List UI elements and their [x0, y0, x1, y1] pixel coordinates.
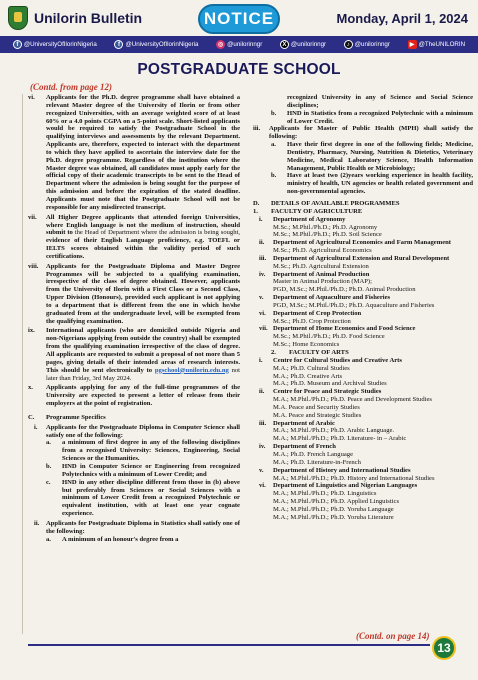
social-handle-text: @unilorinngr [354, 41, 390, 48]
social-handle-text: @TheUNILORIN [418, 41, 466, 48]
social-handle[interactable] [114, 40, 198, 49]
issue-date: Monday, April 1, 2024 [336, 11, 468, 26]
social-handle[interactable] [216, 40, 262, 49]
item-text: Applicants for the Ph.D. degree programme shall have obtained a relevant Master degree of the University of Ilorin or from other recognized Universities, with an average weighted score of at least 60% or a 4.0 points CGPA on a 5-point scale. Short-listed applicants would be required to satisfy the Postgraduate School in the qualifying interviews and assessments by the relevant Department. Applicants are, therefore, expected to interact with the department to which they have applied to ascertain the interview date for the Ph.D. degree programme. Regardless of the institution where the Master degree was obtained, all candidates must apply early for the official copy of their academic transcripts to be sent to the Head of Department where the admission is being sought for the purpose of this admission and before the expiration of the stated deadline. Applicants must note that the Postgraduate School will not be responsible for any misdirected transcript. [46, 94, 240, 211]
programme-item: M.Sc.; Ph.D. Agricultural Extension [273, 262, 369, 270]
programme-item: M.A.; M.Phil./Ph.D.; Ph.D. Yoruba Language [273, 505, 394, 513]
department-number: iv. [259, 270, 266, 278]
department-name: Department of French [273, 443, 336, 451]
item-number: viii. [28, 262, 39, 270]
department-name: Department of Aquaculture and Fisheries [273, 294, 391, 302]
faculty-title: FACULTY OF ARTS [289, 349, 349, 356]
department-entry [253, 482, 473, 521]
programme-item: PGD, M.Sc.; M.Phil./Ph.D.; Ph.D. Animal Production [273, 286, 416, 294]
department-name: Department of Arabic [273, 419, 335, 427]
programme-item: M.A. Peace and Strategic Studies [273, 411, 362, 419]
programme-item: M.Sc.; M.Phil./Ph.D.; Ph.D. Agronomy [273, 223, 378, 231]
item-letter: b. [271, 109, 277, 117]
social-media-bar [0, 36, 478, 53]
department-number: ii. [259, 239, 265, 247]
item-text: Applicants for the Postgraduate Diploma and Master Degree Programmes will be subjected to a qualifying examination, irrespective of the class of degree obtained. However, applicants from the University of Ilorin with a First Class or a Second Class, Upper Division (Honours), provided such applicant is not applying to a department that is different from the one in which he/she graduated from at the undergraduate level, will be exempted from the qualifying examination. [46, 262, 240, 325]
faculty-number: 1. [253, 207, 258, 215]
department-heading [259, 420, 473, 428]
department-name: Department of Home Economics and Food Science [273, 325, 416, 333]
notice-label: NOTICE [203, 9, 275, 28]
left-column [28, 94, 240, 543]
item-text: Applicants applying for any of the full-time programmes of the University are expected to present a letter of release from their employers at the point of registration. [46, 384, 240, 408]
bulletin-title: Unilorin Bulletin [34, 10, 143, 26]
department-heading [259, 271, 473, 279]
department-heading [259, 239, 473, 247]
department-number: iii. [259, 419, 267, 427]
email-link[interactable]: pgschool@unilorin.edu.ng [154, 366, 229, 374]
youtube-icon: ▶ [408, 40, 417, 49]
department-heading [259, 467, 473, 475]
programme-item: M.A.; Ph.D. French Language [273, 450, 354, 458]
item-text: Applicants for Master of Public Health (MPH) shall satisfy the following: [269, 125, 473, 141]
department-heading [259, 216, 473, 224]
programme-item: M.A.; M.Phil./Ph.D.; Ph.D. Arabic Language. [273, 427, 395, 435]
social-handle[interactable] [408, 40, 466, 49]
item-text: recognized University in any of Science and Social Science disciplines; [287, 94, 473, 109]
x-icon: X [280, 40, 289, 49]
list-item [28, 384, 240, 408]
section-number: D. [253, 199, 260, 207]
list-item [28, 424, 240, 440]
department-number: i. [259, 215, 263, 223]
list-item [28, 520, 240, 536]
department-entry [253, 255, 473, 271]
department-entry [253, 271, 473, 295]
department-entry [253, 310, 473, 326]
department-heading [259, 357, 473, 365]
social-handle[interactable] [13, 40, 97, 49]
sub-list-item [28, 479, 240, 518]
programme-item: M.A.; M.Phil./Ph.D.; Ph.D. History and International Studies [273, 474, 435, 482]
department-name: Department of Crop Protection [273, 309, 362, 317]
department-number: vii. [259, 325, 268, 333]
department-name: Department of Linguistics and Nigerian Languages [273, 482, 418, 490]
facebook-icon: f [114, 40, 123, 49]
item-letter: b. [271, 172, 277, 180]
social-handle[interactable] [344, 40, 390, 49]
programme-item: M.A.; Ph.D. Museum and Archival Studies [273, 380, 387, 388]
department-name: Department of Agricultural Extension and Rural Development [273, 254, 450, 262]
item-text-bold: International applicants (who are domiciled outside Nigeria and non-Nigerians applying from outside the country) shall be exempted from the qualifying examination irrespective of the class of degree. All applicants are requested to submit a proposal of not more than 5 pages, giving details of their intended areas of research interests. This should be sent electronically to [46, 327, 240, 374]
item-text: HND in Statistics from a recognized Polytechnic with a minimum of Lower Credit. [287, 109, 473, 125]
programme-item: M.Sc.; M.Phil./Ph.D.; Ph.D. Food Science [273, 333, 385, 341]
continued-from-note: (Contd. from page 12) [30, 82, 112, 92]
sub-list-item [253, 94, 473, 110]
page-title: POSTGRADUATE SCHOOL [137, 61, 341, 78]
department-number: vi. [259, 482, 266, 490]
item-number: i. [34, 423, 38, 431]
programme-item: M.A. Peace and Security Studies [273, 403, 360, 411]
item-letter: a. [46, 535, 51, 543]
item-letter: b. [46, 462, 52, 470]
item-number: ix. [28, 327, 35, 335]
department-name: Department of History and International Studies [273, 466, 411, 474]
item-text [46, 327, 240, 382]
list-item [253, 125, 473, 141]
department-number: v. [259, 294, 264, 302]
department-number: vi. [259, 309, 266, 317]
programme-item: Master in Animal Production (MAP); [273, 278, 372, 286]
section-title: Programme Specifics [46, 413, 106, 421]
masthead-top [0, 0, 478, 36]
item-text: Applicants for Postgraduate Diploma in Statistics shall satisfy one of the following: [46, 519, 240, 535]
sub-list-item [253, 172, 473, 196]
programme-item: M.A.; M.Phil./Ph.D.; Ph.D. Linguistics [273, 490, 377, 498]
item-text-bold: All Higher Degree applicants that attended foreign Universities, where English language is not the medium of instruction, should submit to [46, 213, 240, 237]
department-heading [259, 294, 473, 302]
social-handle-text: @unilorinngr [290, 41, 327, 48]
item-text: HND in any other discipline different from those in (b) above but preferably from Sciences or Social Sciences with a minimum of Lower Credit from a recognized Polytechnic or equivalent institution, with at least one year cognate experience. [62, 478, 240, 518]
department-heading [259, 310, 473, 318]
programme-item: PGD, M.Sc.; M.Phil./Ph.D.; Ph.D. Aquaculture and Fisheries [273, 301, 435, 309]
department-number: iv. [259, 443, 266, 451]
programme-item: M.A.; Ph.D. Creative Arts [273, 372, 343, 380]
faculty-heading [253, 208, 473, 216]
department-heading [259, 388, 473, 396]
programme-item: M.Sc.; Ph.D. Agricultural Economics [273, 247, 372, 255]
notice-badge [198, 4, 280, 34]
footer-rule [28, 644, 430, 646]
department-entry [253, 294, 473, 310]
department-name: Department of Animal Production [273, 270, 370, 278]
item-letter [271, 94, 287, 110]
item-number: vii. [28, 213, 37, 221]
item-text-normal: not later than Friday, 3rd May 2024. [46, 366, 240, 382]
department-name: Department of Agricultural Economics and Farm Management [273, 239, 452, 247]
programme-item: M.A.; M.Phil./Ph.D.; Ph.D. Applied Linguistics [273, 498, 400, 506]
item-letter: a. [46, 439, 51, 447]
department-name: Centre for Peace and Strategic Studies [273, 388, 382, 396]
item-text: Applicants for the Postgraduate Diploma in Computer Science shall satisfy one of the following: [46, 423, 240, 439]
item-text [46, 214, 240, 261]
department-number: iii. [259, 254, 267, 262]
department-entry [253, 467, 473, 483]
item-text: a minimum of first degree in any of the following disciplines from a recognised University: Sciences, Engineering, Social Sciences or the Humanities. [62, 439, 240, 463]
department-heading [259, 482, 473, 490]
list-item [28, 327, 240, 382]
item-number: iii. [253, 125, 261, 133]
faculty-heading [253, 349, 473, 357]
department-name: Department of Agronomy [273, 215, 346, 223]
item-number: x. [28, 384, 33, 392]
programme-item: M.A.; M.Phil./Ph.D.; Ph.D. Peace and Development Studies [273, 396, 432, 404]
item-number: ii. [34, 519, 40, 527]
department-heading [259, 325, 473, 333]
list-item [28, 263, 240, 326]
programme-item: M.A.; M.Phil./Ph.D.; Ph.D. Literature- in – Arabic [273, 435, 407, 443]
sub-list-item [253, 110, 473, 126]
department-entry [253, 239, 473, 255]
item-text-normal: the Head of Department where the admission is being sought, [72, 229, 240, 237]
social-handle[interactable] [280, 40, 326, 49]
column-divider [22, 94, 23, 634]
section-heading [253, 200, 473, 208]
programme-item: M.A.; Ph.D. Literature-in-French [273, 458, 361, 466]
social-handle-text: @UniversityOfIlorinNigeria [23, 41, 97, 48]
item-text: Have their first degree in one of the following fields; Medicine, Dentistry, Pharmacy, Nursing, Nutrition & Dietetics, Veterinary Medicine, Medical Laboratory Science, Health Information Management, Public Health or Microbiology; [287, 141, 473, 172]
department-name: Centre for Cultural Studies and Creative Arts [273, 356, 402, 364]
programme-item: M.Sc.; Home Economics [273, 341, 340, 349]
department-entry [253, 216, 473, 240]
department-entry [253, 388, 473, 419]
list-item [28, 214, 240, 261]
department-entry [253, 420, 473, 444]
faculty-agriculture-list [253, 216, 473, 349]
sub-list-item [253, 141, 473, 172]
department-heading [259, 443, 473, 451]
programme-item: M.A.; Ph.D. Cultural Studies [273, 364, 350, 372]
university-logo-icon [8, 6, 28, 30]
item-letter: c. [46, 478, 51, 486]
department-entry [253, 357, 473, 388]
section-title: DETAILS OF AVAILABLE PROGRAMMES [271, 199, 400, 207]
continued-on-note: (Contd. on page 14) [356, 631, 430, 641]
masthead [0, 0, 478, 56]
faculty-title: FACULTY OF AGRICULTURE [271, 207, 363, 215]
social-handle-text: @unilorinngr [227, 41, 263, 48]
department-heading [259, 255, 473, 263]
sub-list-item [28, 463, 240, 479]
facebook-icon: f [13, 40, 22, 49]
item-text-bold: evidence of their English Language proficiency, e.g. TOEFL or IELTS scores obtained within the validity period of such certifications. [46, 237, 240, 260]
item-letter: a. [271, 141, 276, 149]
section-heading [28, 414, 240, 422]
faculty-arts-list [253, 357, 473, 522]
social-handle-text: @UniversityOfIlorinNigeria [125, 41, 199, 48]
item-text: HND in Computer Science or Engineering from recognized Polytechnics with a minimum of Lower Credit; and [62, 462, 240, 478]
section-number: C. [28, 413, 35, 421]
programme-item: M.A.; M.Phil./Ph.D.; Ph.D. Yoruba Literature [273, 513, 394, 521]
department-number: i. [259, 356, 263, 364]
faculty-number: 2. [271, 349, 276, 356]
page-number-badge: 13 [432, 636, 456, 660]
sub-list-item [28, 536, 240, 544]
instagram-icon: ◎ [217, 42, 224, 48]
list-item [28, 94, 240, 212]
item-number: vi. [28, 94, 35, 101]
sub-list-item [28, 439, 240, 463]
tiktok-icon: ♪ [344, 40, 353, 49]
programme-item: M.Sc.; Ph.D. Crop Protection [273, 317, 351, 325]
department-entry [253, 325, 473, 349]
department-number: v. [259, 466, 264, 474]
right-column [253, 94, 473, 522]
item-text: Have at least two (2)years working experience in health facility, ministry of health, UN agencies or health related government and non-governmental agencies. [287, 172, 473, 196]
department-number: ii. [259, 388, 265, 396]
department-entry [253, 443, 473, 467]
programme-item: M.Sc.; M.Phil./Ph.D.; Ph.D. Soil Science [273, 231, 382, 239]
item-text: A minimum of an honour's degree from a [62, 535, 179, 543]
